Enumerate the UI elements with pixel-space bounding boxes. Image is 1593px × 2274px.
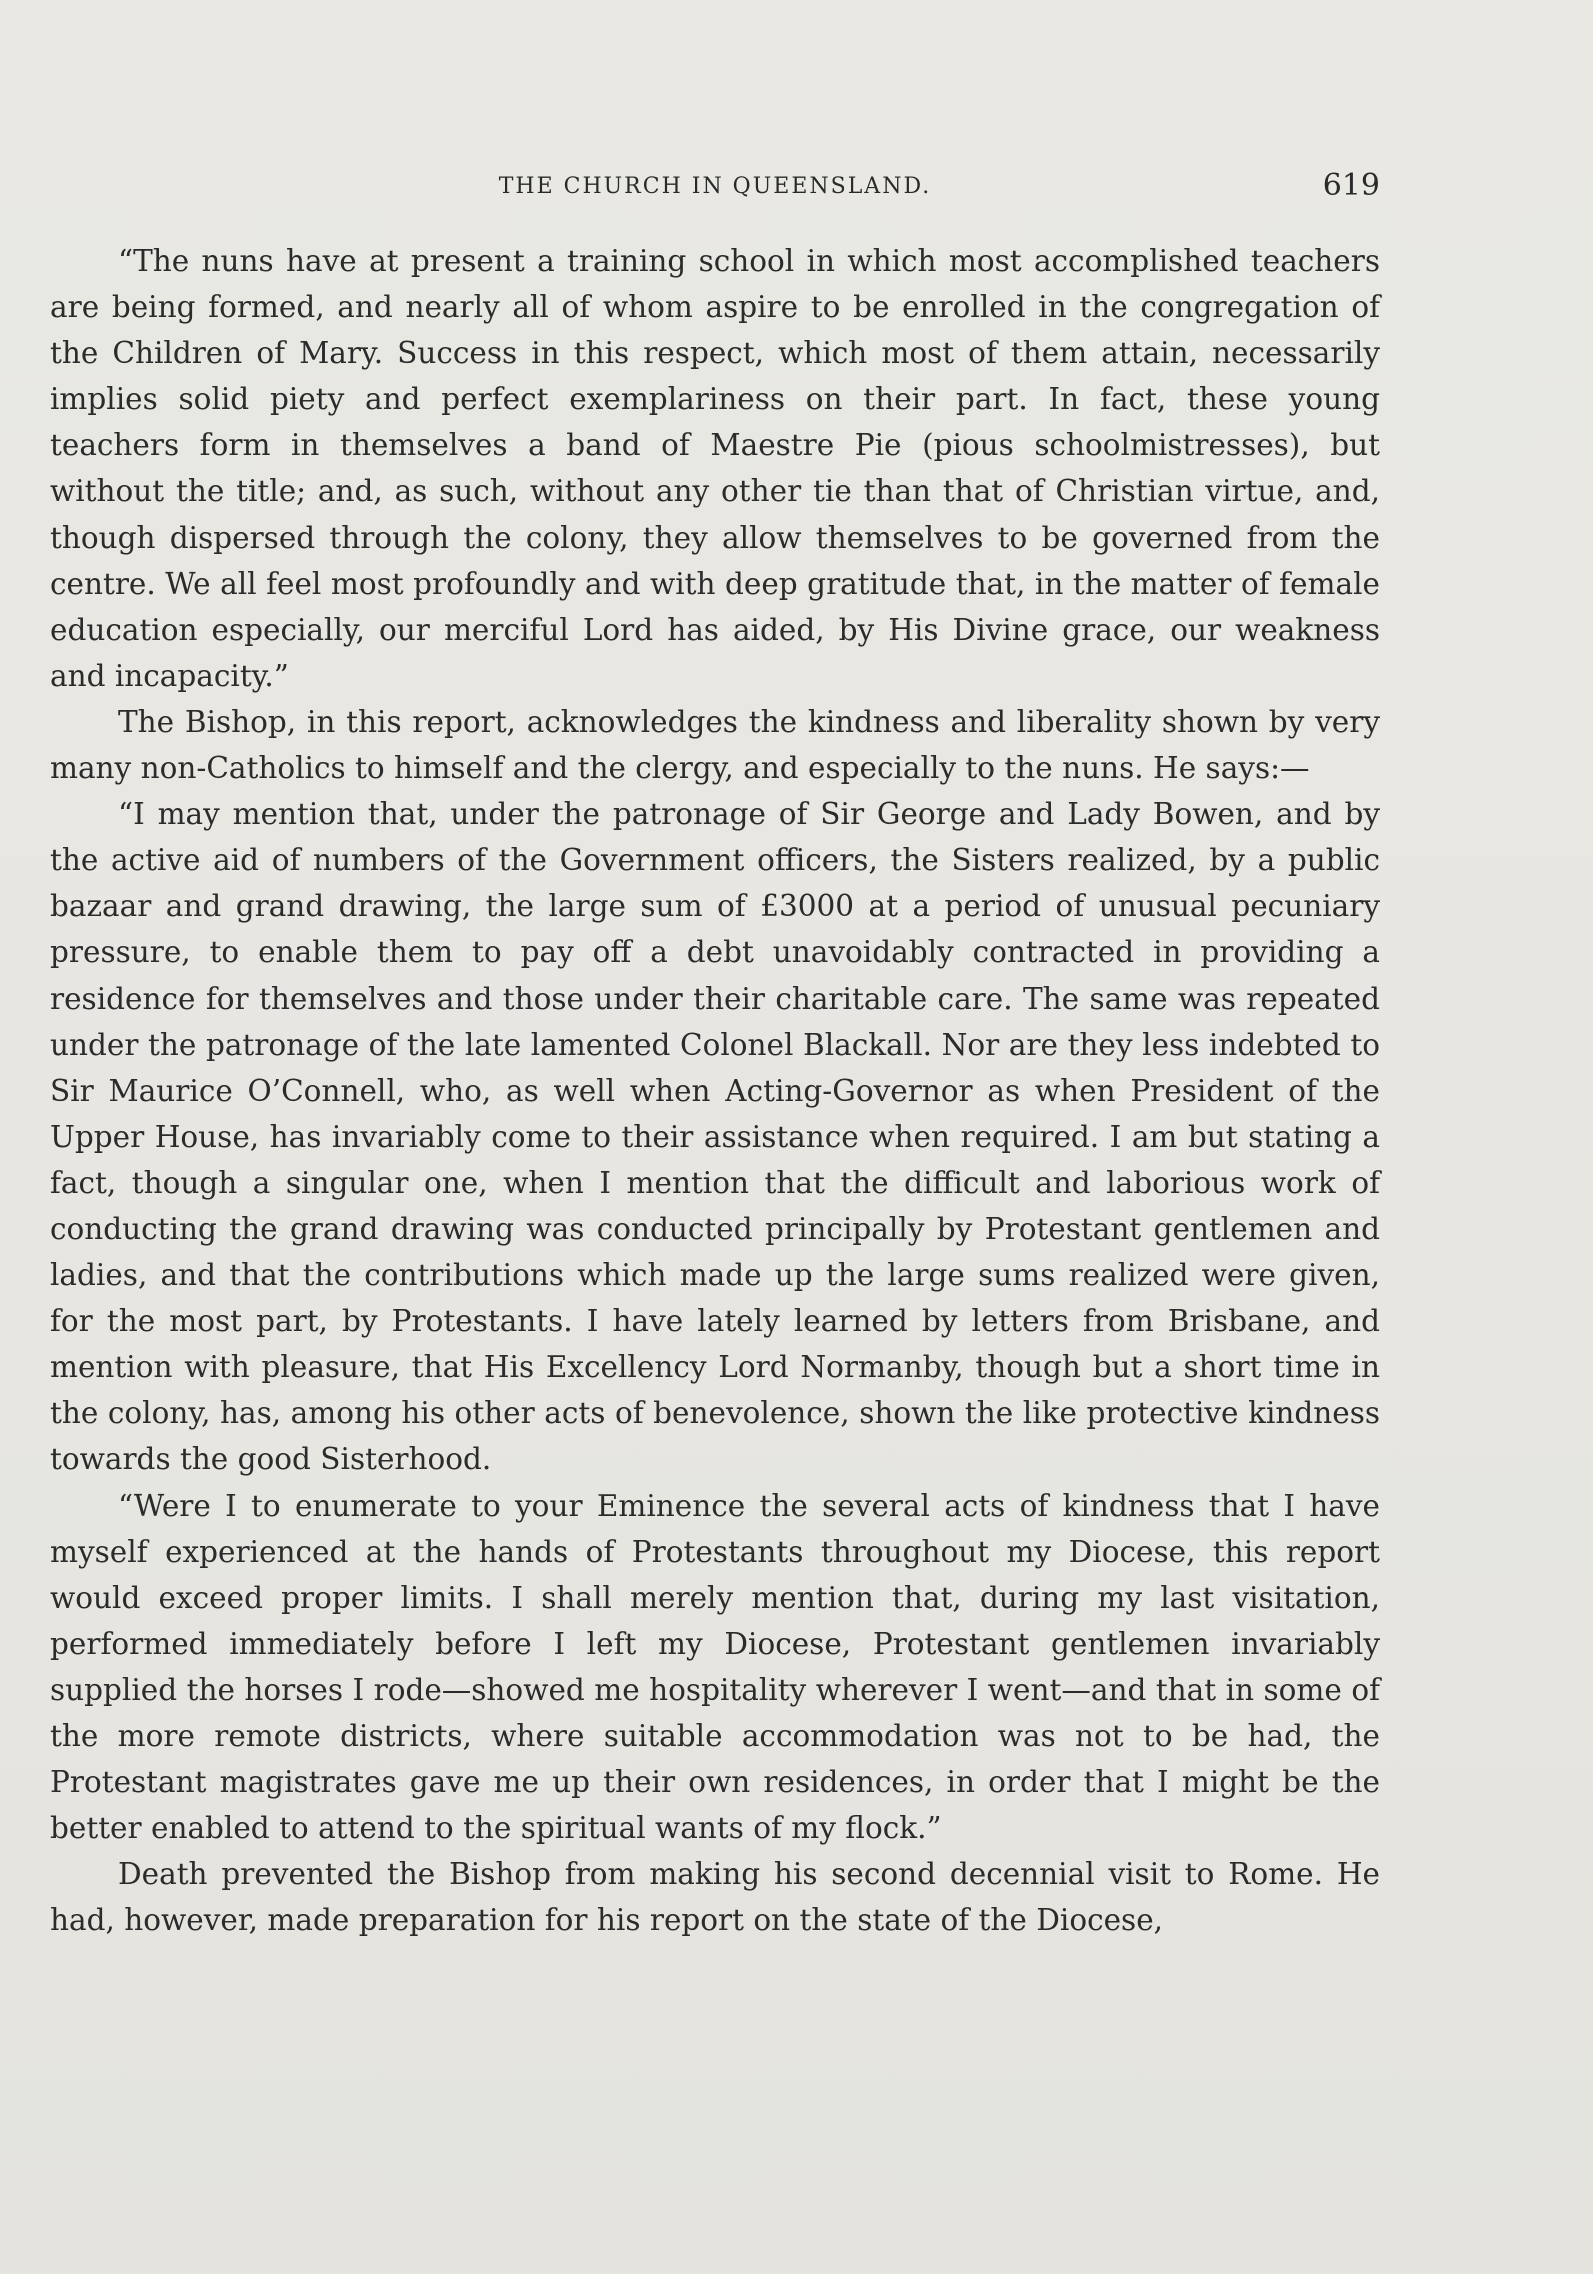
paragraph-acts-of-kindness: “Were I to enumerate to your Eminence the several acts of kindness that I have myself experienced at the hands of Protestants throughout my Diocese, this report would exceed proper limits. I shall merely mention that, during my last visitation, performed immediately before I left my Diocese, Protestant gentlemen invariably supplied the horses I rode—showed me hospitality wherever I went—and that in some of the more remote districts, where suitable accommodation was not to be had, the Protestant magistrates gave me up their own residences, in order that I might be the better enabled to attend to the spiritual wants of my flock.” — [50, 1488, 1380, 1846]
running-title: THE CHURCH IN QUEENSLAND. — [498, 174, 932, 199]
page-number: 619 — [1322, 168, 1380, 203]
paragraph-death-of-bishop: Death prevented the Bishop from making his second decennial visit to Rome. He had, however, made preparation for his report on the state of the Diocese, — [50, 1857, 1380, 1938]
body-text — [50, 238, 1380, 1943]
paragraph-nuns-training-school: “The nuns have at present a training school in which most accomplished teachers are being formed, and nearly all of whom aspire to be enrolled in the congregation of the Children of Mary. Success in this respect, which most of them attain, necessarily implies solid piety and perfect exemplariness on their part. In fact, these young teachers form in themselves a band of Maestre Pie (pious schoolmistresses), but without the title; and, as such, without any other tie than that of Christian virtue, and, though dispersed through the colony, they allow themselves to be governed from the centre. We all feel most profoundly and with deep gratitude that, in the matter of female education especially, our merciful Lord has aided, by His Divine grace, our weakness and incapacity.” — [50, 244, 1380, 693]
page-header — [50, 168, 1380, 212]
paragraph-bishop-report: The Bishop, in this report, acknowledges the kindness and liberality shown by very many non-Catholics to himself and the clergy, and especially to the nuns. He says:— — [50, 704, 1380, 786]
paragraph-bazaar-drawing: “I may mention that, under the patronage of Sir George and Lady Bowen, and by the active aid of numbers of the Government officers, the Sisters realized, by a public bazaar and grand drawing, the large sum of £3000 at a period of unusual pecuniary pressure, to enable them to pay off a debt unavoidably contracted in providing a residence for themselves and those under their charitable care. The same was repeated under the patronage of the late lamented Colonel Blackall. Nor are they less indebted to Sir Maurice O’Connell, who, as well when Acting-Governor as when President of the Upper House, has invariably come to their assistance when required. I am but stating a fact, though a singular one, when I mention that the difficult and laborious work of conducting the grand drawing was conducted principally by Protestant gentlemen and ladies, and that the contributions which made up the large sums realized were given, for the most part, by Protestants. I have lately learned by letters from Brisbane, and mention with pleasure, that His Excellency Lord Normanby, though but a short time in the colony, has, among his other acts of benevolence, shown the like protective kindness towards the good Sisterhood. — [50, 797, 1380, 1477]
